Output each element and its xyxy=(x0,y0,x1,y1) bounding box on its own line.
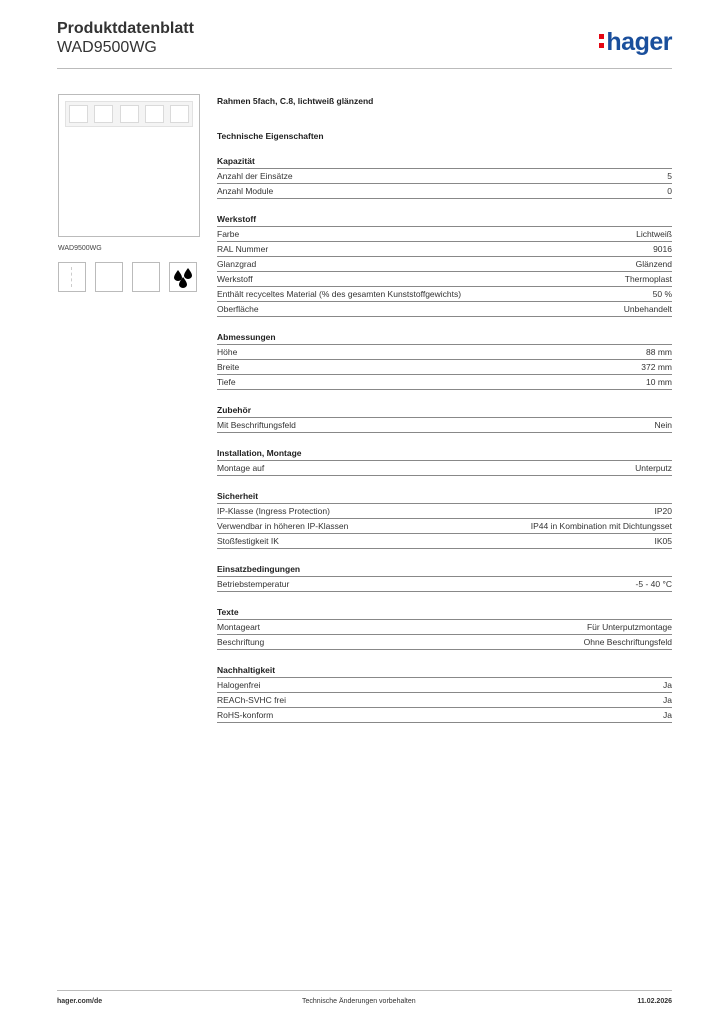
property-value: Ohne Beschriftungsfeld xyxy=(583,637,672,647)
property-row xyxy=(217,375,672,390)
property-row xyxy=(217,184,672,199)
property-value: Glänzend xyxy=(635,259,672,269)
property-value: Unterputz xyxy=(635,463,672,473)
image-caption: WAD9500WG xyxy=(58,245,102,252)
section-title: Technische Eigenschaften xyxy=(217,131,324,141)
property-value: 5 xyxy=(667,171,672,181)
group-title: Werkstoff xyxy=(217,214,672,227)
property-row xyxy=(217,272,672,287)
property-value: 50 % xyxy=(652,289,672,299)
property-row xyxy=(217,693,672,708)
property-row xyxy=(217,169,672,184)
property-group xyxy=(217,405,672,433)
property-row xyxy=(217,504,672,519)
property-row xyxy=(217,302,672,317)
property-group xyxy=(217,332,672,390)
product-image xyxy=(58,94,200,237)
property-label: Tiefe xyxy=(217,377,236,387)
property-label: Verwendbar in höheren IP-Klassen xyxy=(217,521,349,531)
property-groups xyxy=(217,156,672,723)
property-label: Werkstoff xyxy=(217,274,253,284)
footer-date: 11.02.2026 xyxy=(637,998,672,1005)
property-label: IP-Klasse (Ingress Protection) xyxy=(217,506,330,516)
logo-dots-icon xyxy=(599,34,604,48)
thumbnail-water-drops[interactable] xyxy=(169,262,197,292)
article-number: WAD9500WG xyxy=(57,39,157,56)
property-row xyxy=(217,708,672,723)
property-row xyxy=(217,418,672,433)
property-value: Unbehandelt xyxy=(623,304,672,314)
property-label: Montage auf xyxy=(217,463,265,473)
technical-data xyxy=(217,96,672,723)
property-label: Beschriftung xyxy=(217,637,265,647)
property-row xyxy=(217,345,672,360)
group-title: Kapazität xyxy=(217,156,672,169)
property-label: Anzahl Module xyxy=(217,186,274,196)
property-row xyxy=(217,534,672,549)
property-label: Breite xyxy=(217,362,240,372)
property-label: RoHS-konform xyxy=(217,710,274,720)
property-group xyxy=(217,607,672,650)
property-value: 9016 xyxy=(653,244,672,254)
footer-disclaimer: Technische Änderungen vorbehalten xyxy=(302,998,416,1005)
property-row xyxy=(217,257,672,272)
group-title: Zubehör xyxy=(217,405,672,418)
property-value: 88 mm xyxy=(646,347,672,357)
property-row xyxy=(217,519,672,534)
property-value: Thermoplast xyxy=(624,274,672,284)
property-label: RAL Nummer xyxy=(217,244,269,254)
property-value: Für Unterputzmontage xyxy=(586,622,672,632)
property-label: Höhe xyxy=(217,347,238,357)
property-group xyxy=(217,665,672,723)
property-label: Stoßfestigkeit IK xyxy=(217,536,279,546)
frame-5fold-illustration xyxy=(65,101,193,127)
property-row xyxy=(217,242,672,257)
property-group xyxy=(217,448,672,476)
property-value: Ja xyxy=(663,695,672,705)
hager-logo xyxy=(599,28,672,57)
property-row xyxy=(217,360,672,375)
property-group xyxy=(217,491,672,549)
property-label: Oberfläche xyxy=(217,304,259,314)
property-value: Ja xyxy=(663,680,672,690)
thumbnail-blank-view[interactable] xyxy=(132,262,160,292)
group-title: Sicherheit xyxy=(217,491,672,504)
logo-text: hager xyxy=(606,28,672,56)
document-title: Produktdatenblatt xyxy=(57,20,194,37)
group-title: Nachhaltigkeit xyxy=(217,665,672,678)
property-value: 372 mm xyxy=(641,362,672,372)
property-label: Farbe xyxy=(217,229,240,239)
group-title: Einsatzbedingungen xyxy=(217,564,672,577)
group-title: Installation, Montage xyxy=(217,448,672,461)
property-row xyxy=(217,635,672,650)
property-value: IK05 xyxy=(654,536,672,546)
property-row xyxy=(217,678,672,693)
property-value: IP20 xyxy=(654,506,672,516)
property-label: Mit Beschriftungsfeld xyxy=(217,420,296,430)
property-label: Betriebstemperatur xyxy=(217,579,290,589)
property-row xyxy=(217,461,672,476)
property-label: Montageart xyxy=(217,622,260,632)
page-header xyxy=(57,20,672,57)
footer-divider xyxy=(57,990,672,991)
property-value: 10 mm xyxy=(646,377,672,387)
property-value: Lichtweiß xyxy=(636,229,672,239)
property-label: Anzahl der Einsätze xyxy=(217,171,293,181)
property-group xyxy=(217,564,672,592)
property-group xyxy=(217,156,672,199)
property-label: Enthält recyceltes Material (% des gesamten Kunststoffgewichts) xyxy=(217,289,462,299)
property-row xyxy=(217,620,672,635)
product-description: Rahmen 5fach, C.8, lichtweiß glänzend xyxy=(217,96,374,106)
property-value: Ja xyxy=(663,710,672,720)
thumbnail-strip xyxy=(58,262,197,292)
property-row xyxy=(217,287,672,302)
property-value: -5 - 40 °C xyxy=(635,579,672,589)
property-value: IP44 in Kombination mit Dichtungsset xyxy=(530,521,672,531)
property-group xyxy=(217,214,672,317)
property-value: Nein xyxy=(654,420,672,430)
property-label: Halogenfrei xyxy=(217,680,261,690)
header-divider xyxy=(57,68,672,69)
thumbnail-side-view[interactable] xyxy=(58,262,86,292)
footer-website[interactable]: hager.com/de xyxy=(57,998,103,1005)
property-label: REACh-SVHC frei xyxy=(217,695,286,705)
property-row xyxy=(217,227,672,242)
water-drops-icon xyxy=(173,267,195,289)
property-row xyxy=(217,577,672,592)
group-title: Abmessungen xyxy=(217,332,672,345)
property-label: Glanzgrad xyxy=(217,259,257,269)
property-value: 0 xyxy=(667,186,672,196)
thumbnail-front-view[interactable] xyxy=(95,262,123,292)
group-title: Texte xyxy=(217,607,672,620)
